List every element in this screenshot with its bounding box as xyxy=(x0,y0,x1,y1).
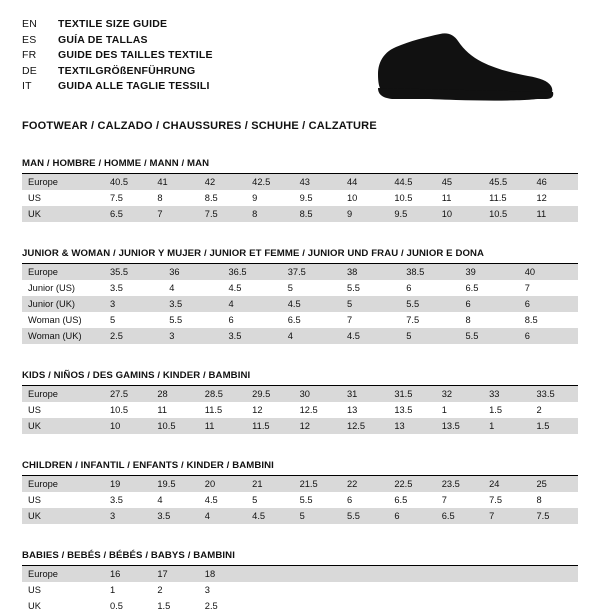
cell: 6 xyxy=(223,312,282,328)
cell: 16 xyxy=(104,566,151,582)
cell-empty xyxy=(388,566,435,582)
row-label: Europe xyxy=(22,264,104,280)
cell: 36.5 xyxy=(223,264,282,280)
cell: 3.5 xyxy=(104,492,151,508)
cell: 22.5 xyxy=(388,476,435,492)
cell: 2.5 xyxy=(199,598,246,614)
cell: 6.5 xyxy=(436,508,483,524)
cell: 3.5 xyxy=(104,280,163,296)
cell: 12.5 xyxy=(294,402,341,418)
cell: 37.5 xyxy=(282,264,341,280)
cell: 4.5 xyxy=(223,280,282,296)
cell: 10 xyxy=(104,418,151,434)
cell: 1.5 xyxy=(531,418,578,434)
cell-empty xyxy=(483,598,530,614)
cell: 21 xyxy=(246,476,293,492)
cell: 6.5 xyxy=(460,280,519,296)
cell: 13 xyxy=(341,402,388,418)
cell: 41 xyxy=(151,174,198,190)
cell: 8 xyxy=(151,190,198,206)
cell: 9 xyxy=(246,190,293,206)
cell: 5.5 xyxy=(163,312,222,328)
table-row xyxy=(22,328,578,344)
cell: 40 xyxy=(519,264,578,280)
cell: 7.5 xyxy=(104,190,151,206)
cell-empty xyxy=(294,598,341,614)
row-label: Europe xyxy=(22,174,104,190)
table-row xyxy=(22,582,578,598)
cell: 1 xyxy=(104,582,151,598)
cell: 3 xyxy=(104,508,151,524)
size-table-body xyxy=(22,476,578,524)
cell: 3.5 xyxy=(151,508,198,524)
cell-empty xyxy=(388,598,435,614)
cell-empty xyxy=(246,566,293,582)
table-row xyxy=(22,206,578,222)
group-title: KIDS / NIÑOS / DES GAMINS / KINDER / BAMBINI xyxy=(22,370,251,381)
cell-empty xyxy=(388,582,435,598)
cell: 6 xyxy=(388,508,435,524)
row-label: Junior (US) xyxy=(22,280,104,296)
cell: 10 xyxy=(436,206,483,222)
cell: 4 xyxy=(163,280,222,296)
cell: 5 xyxy=(400,328,459,344)
cell: 24 xyxy=(483,476,530,492)
cell: 8.5 xyxy=(519,312,578,328)
cell: 7.5 xyxy=(483,492,530,508)
language-title-list-body xyxy=(22,18,213,96)
cell: 7 xyxy=(436,492,483,508)
cell: 3.5 xyxy=(223,328,282,344)
row-label: Woman (UK) xyxy=(22,328,104,344)
cell: 7.5 xyxy=(400,312,459,328)
cell: 10 xyxy=(341,190,388,206)
table-row xyxy=(22,508,578,524)
cell: 11 xyxy=(151,402,198,418)
cell: 4 xyxy=(223,296,282,312)
size-table-body xyxy=(22,174,578,222)
cell: 1.5 xyxy=(151,598,198,614)
language-row xyxy=(22,18,213,34)
language-code: EN xyxy=(22,18,37,30)
section-title: FOOTWEAR / CALZADO / CHAUSSURES / SCHUHE / CALZATURE xyxy=(22,120,377,132)
cell: 6 xyxy=(460,296,519,312)
cell: 6 xyxy=(341,492,388,508)
row-label: UK xyxy=(22,598,104,614)
cell: 9.5 xyxy=(294,190,341,206)
group-kids xyxy=(22,370,578,434)
cell: 7 xyxy=(519,280,578,296)
cell: 3.5 xyxy=(163,296,222,312)
cell: 4.5 xyxy=(341,328,400,344)
cell: 12 xyxy=(294,418,341,434)
cell: 2 xyxy=(151,582,198,598)
cell: 39 xyxy=(460,264,519,280)
row-label: US xyxy=(22,582,104,598)
cell: 13 xyxy=(388,418,435,434)
language-code: FR xyxy=(22,49,37,61)
cell: 5 xyxy=(282,280,341,296)
table-row xyxy=(22,476,578,492)
cell: 33.5 xyxy=(531,386,578,402)
cell: 5.5 xyxy=(341,280,400,296)
language-row xyxy=(22,65,213,81)
cell: 11.5 xyxy=(199,402,246,418)
table-row xyxy=(22,312,578,328)
table-row xyxy=(22,264,578,280)
cell: 7 xyxy=(483,508,530,524)
row-label: Europe xyxy=(22,476,104,492)
row-label: Junior (UK) xyxy=(22,296,104,312)
language-title: GUÍA DE TALLAS xyxy=(58,33,148,46)
cell: 4.5 xyxy=(246,508,293,524)
table-row xyxy=(22,402,578,418)
cell: 3 xyxy=(163,328,222,344)
cell: 9 xyxy=(341,206,388,222)
cell: 5.5 xyxy=(341,508,388,524)
cell: 33 xyxy=(483,386,530,402)
cell: 44.5 xyxy=(388,174,435,190)
cell: 43 xyxy=(294,174,341,190)
cell: 13.5 xyxy=(388,402,435,418)
cell: 7.5 xyxy=(199,206,246,222)
cell-empty xyxy=(341,582,388,598)
cell-empty xyxy=(531,598,578,614)
cell: 4 xyxy=(199,508,246,524)
cell-empty xyxy=(483,566,530,582)
size-table-body xyxy=(22,386,578,434)
size-table-children xyxy=(22,476,578,524)
row-label: UK xyxy=(22,418,104,434)
cell: 10.5 xyxy=(151,418,198,434)
cell: 5 xyxy=(341,296,400,312)
cell: 32 xyxy=(436,386,483,402)
size-table-body xyxy=(22,566,578,614)
cell: 10.5 xyxy=(104,402,151,418)
size-table-man xyxy=(22,174,578,222)
table-row xyxy=(22,296,578,312)
cell: 7 xyxy=(151,206,198,222)
cell: 13.5 xyxy=(436,418,483,434)
cell: 23.5 xyxy=(436,476,483,492)
cell-empty xyxy=(294,582,341,598)
cell: 10.5 xyxy=(388,190,435,206)
group-title: JUNIOR & WOMAN / JUNIOR Y MUJER / JUNIOR ET FEMME / JUNIOR UND FRAU / JUNIOR E DONA xyxy=(22,248,485,259)
dress-shoe-icon xyxy=(370,28,560,106)
cell: 5 xyxy=(294,508,341,524)
row-label: UK xyxy=(22,206,104,222)
cell: 28 xyxy=(151,386,198,402)
cell: 8.5 xyxy=(294,206,341,222)
cell: 9.5 xyxy=(388,206,435,222)
language-row xyxy=(22,34,213,50)
cell: 29.5 xyxy=(246,386,293,402)
cell: 5.5 xyxy=(400,296,459,312)
cell: 21.5 xyxy=(294,476,341,492)
cell: 42 xyxy=(199,174,246,190)
cell: 19.5 xyxy=(151,476,198,492)
cell-empty xyxy=(436,566,483,582)
table-row xyxy=(22,174,578,190)
cell: 45.5 xyxy=(483,174,530,190)
cell: 6 xyxy=(519,328,578,344)
cell: 4.5 xyxy=(199,492,246,508)
cell-empty xyxy=(531,566,578,582)
cell: 3 xyxy=(199,582,246,598)
cell: 11 xyxy=(199,418,246,434)
cell: 6.5 xyxy=(282,312,341,328)
row-label: US xyxy=(22,402,104,418)
table-row xyxy=(22,598,578,614)
cell: 1 xyxy=(483,418,530,434)
cell: 7 xyxy=(341,312,400,328)
row-label: Europe xyxy=(22,566,104,582)
cell: 5.5 xyxy=(294,492,341,508)
cell: 22 xyxy=(341,476,388,492)
cell: 38 xyxy=(341,264,400,280)
cell: 5 xyxy=(104,312,163,328)
language-code: IT xyxy=(22,80,32,92)
group-junior-woman xyxy=(22,248,578,344)
cell: 19 xyxy=(104,476,151,492)
size-table-babies xyxy=(22,566,578,614)
cell: 8.5 xyxy=(199,190,246,206)
cell: 0.5 xyxy=(104,598,151,614)
cell: 12 xyxy=(246,402,293,418)
language-row xyxy=(22,80,213,96)
cell: 1.5 xyxy=(483,402,530,418)
cell: 5.5 xyxy=(460,328,519,344)
language-title: GUIDE DES TAILLES TEXTILE xyxy=(58,49,213,61)
cell: 11.5 xyxy=(246,418,293,434)
table-row xyxy=(22,418,578,434)
group-title: MAN / HOMBRE / HOMME / MANN / MAN xyxy=(22,158,210,169)
cell-empty xyxy=(246,582,293,598)
table-row xyxy=(22,280,578,296)
table-row xyxy=(22,386,578,402)
cell-empty xyxy=(294,566,341,582)
row-label: Woman (US) xyxy=(22,312,104,328)
cell-empty xyxy=(531,582,578,598)
row-label: US xyxy=(22,190,104,206)
size-table-body xyxy=(22,264,578,344)
cell: 4 xyxy=(282,328,341,344)
cell: 2.5 xyxy=(104,328,163,344)
cell: 6.5 xyxy=(104,206,151,222)
cell-empty xyxy=(341,598,388,614)
cell: 6 xyxy=(519,296,578,312)
cell: 18 xyxy=(199,566,246,582)
cell: 31.5 xyxy=(388,386,435,402)
cell: 42.5 xyxy=(246,174,293,190)
cell: 46 xyxy=(531,174,578,190)
cell: 7.5 xyxy=(531,508,578,524)
cell: 2 xyxy=(531,402,578,418)
cell-empty xyxy=(436,598,483,614)
group-title: BABIES / BEBÉS / BÉBÉS / BABYS / BAMBINI xyxy=(22,550,235,561)
language-row xyxy=(22,49,213,65)
group-babies xyxy=(22,550,578,614)
cell: 8 xyxy=(460,312,519,328)
cell: 30 xyxy=(294,386,341,402)
size-table-junior-woman xyxy=(22,264,578,344)
language-title: TEXTILE SIZE GUIDE xyxy=(58,18,168,30)
row-label: Europe xyxy=(22,386,104,402)
cell: 40.5 xyxy=(104,174,151,190)
cell: 31 xyxy=(341,386,388,402)
group-title: CHILDREN / INFANTIL / ENFANTS / KINDER / BAMBINI xyxy=(22,460,274,471)
cell: 44 xyxy=(341,174,388,190)
cell: 20 xyxy=(199,476,246,492)
header xyxy=(22,18,578,104)
cell: 10.5 xyxy=(483,206,530,222)
cell: 11 xyxy=(436,190,483,206)
cell: 27.5 xyxy=(104,386,151,402)
cell: 11.5 xyxy=(483,190,530,206)
group-children xyxy=(22,460,578,524)
cell: 5 xyxy=(246,492,293,508)
group-man xyxy=(22,158,578,222)
size-table-kids xyxy=(22,386,578,434)
cell: 12.5 xyxy=(341,418,388,434)
cell: 4.5 xyxy=(282,296,341,312)
cell-empty xyxy=(483,582,530,598)
cell-empty xyxy=(246,598,293,614)
cell: 35.5 xyxy=(104,264,163,280)
table-row xyxy=(22,190,578,206)
language-title-list xyxy=(22,18,213,96)
cell: 1 xyxy=(436,402,483,418)
row-label: US xyxy=(22,492,104,508)
cell: 6 xyxy=(400,280,459,296)
cell: 12 xyxy=(531,190,578,206)
cell: 8 xyxy=(246,206,293,222)
cell: 3 xyxy=(104,296,163,312)
cell: 17 xyxy=(151,566,198,582)
cell: 45 xyxy=(436,174,483,190)
cell: 4 xyxy=(151,492,198,508)
cell: 8 xyxy=(531,492,578,508)
cell: 36 xyxy=(163,264,222,280)
language-title: GUIDA ALLE TAGLIE TESSILI xyxy=(58,80,210,92)
table-row xyxy=(22,566,578,582)
table-row xyxy=(22,492,578,508)
cell: 25 xyxy=(531,476,578,492)
cell: 28.5 xyxy=(199,386,246,402)
language-code: ES xyxy=(22,33,37,46)
cell: 6.5 xyxy=(388,492,435,508)
row-label: UK xyxy=(22,508,104,524)
cell-empty xyxy=(436,582,483,598)
cell: 38.5 xyxy=(400,264,459,280)
cell-empty xyxy=(341,566,388,582)
language-code: DE xyxy=(22,64,37,77)
language-title: TEXTILGRÖßENFÜHRUNG xyxy=(58,64,196,77)
cell: 11 xyxy=(531,206,578,222)
